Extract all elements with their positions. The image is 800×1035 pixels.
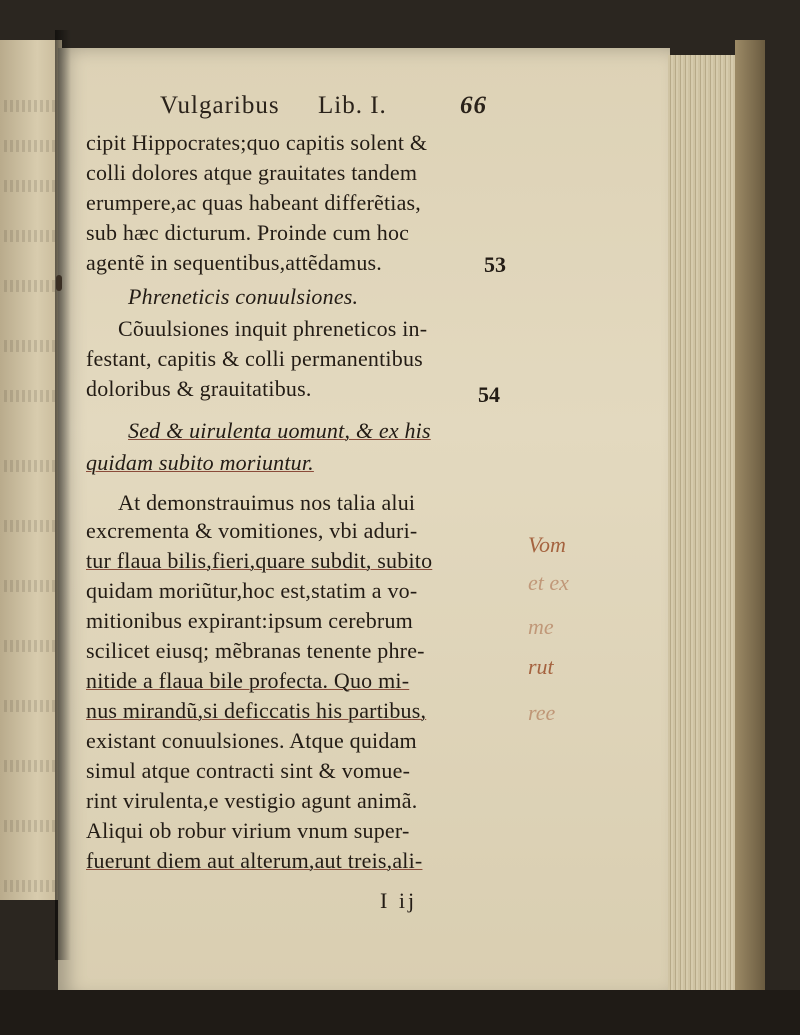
book-gutter — [55, 30, 71, 960]
text-line: quidam moriũtur,hoc est,statim a vo- — [86, 578, 418, 603]
section-heading: Phreneticis conuulsiones. — [128, 284, 359, 309]
text-line: sub hæc dicturum. Proinde cum hoc — [86, 220, 410, 245]
signature-mark: I ij — [380, 888, 418, 913]
aphorism-line: Sed & uirulenta uomunt, & ex his — [128, 418, 431, 443]
text-line: excrementa & vomitiones, vbi aduri- — [86, 518, 418, 543]
section-number: 53 — [484, 252, 506, 277]
text-line: Aliqui ob robur virium vnum super- — [86, 818, 410, 843]
folio-number: 66 — [460, 92, 487, 119]
aphorism-line: quidam subito moriuntur. — [86, 450, 314, 475]
text-line: festant, capitis & colli permanentibus — [86, 346, 423, 371]
text-line: scilicet eiusq; mẽbranas tenente phre- — [86, 638, 425, 663]
text-line: existant conuulsiones. Atque quidam — [86, 728, 417, 753]
text-line: nus mirandũ,si deficcatis his partibus, — [86, 698, 427, 723]
book-number: Lib. I. — [318, 92, 387, 119]
section-number: 54 — [478, 382, 500, 407]
running-header — [160, 92, 520, 132]
text-line: erumpere,ac quas habeant differẽtias, — [86, 190, 421, 215]
text-line: Cõuulsiones inquit phreneticos in- — [118, 316, 428, 341]
marginal-note: me — [528, 614, 554, 639]
running-title: Vulgaribus — [160, 92, 280, 119]
text-line: doloribus & grauitatibus. — [86, 376, 312, 401]
marginal-note: ree — [528, 700, 556, 725]
text-line: agentẽ in sequentibus,attẽdamus. — [86, 250, 382, 275]
marginal-note: rut — [528, 654, 554, 679]
text-line: At demonstrauimus nos talia alui — [118, 490, 416, 515]
text-line: simul atque contracti sint & vomue- — [86, 758, 411, 783]
book-cover-edge — [735, 40, 765, 1000]
text-line: rint virulenta,e vestigio agunt animã. — [86, 788, 418, 813]
text-line: mitionibus expirant:ipsum cerebrum — [86, 608, 413, 633]
marginal-note: Vom — [528, 532, 566, 557]
text-line: nitide a flaua bile profecta. Quo mi- — [86, 668, 410, 693]
text-line: fuerunt diem aut alterum,aut treis,ali- — [86, 848, 423, 873]
ink-mark — [56, 275, 62, 291]
page-edges — [668, 55, 741, 1005]
facing-page-edge — [0, 40, 62, 900]
marginal-note: et ex — [528, 570, 569, 595]
text-line: tur flaua bilis,fieri,quare subdit, subito — [86, 548, 433, 573]
text-line: cipit Hippocrates;quo capitis solent & — [86, 130, 428, 155]
text-line: colli dolores atque grauitates tandem — [86, 160, 418, 185]
background-shadow — [0, 990, 800, 1035]
